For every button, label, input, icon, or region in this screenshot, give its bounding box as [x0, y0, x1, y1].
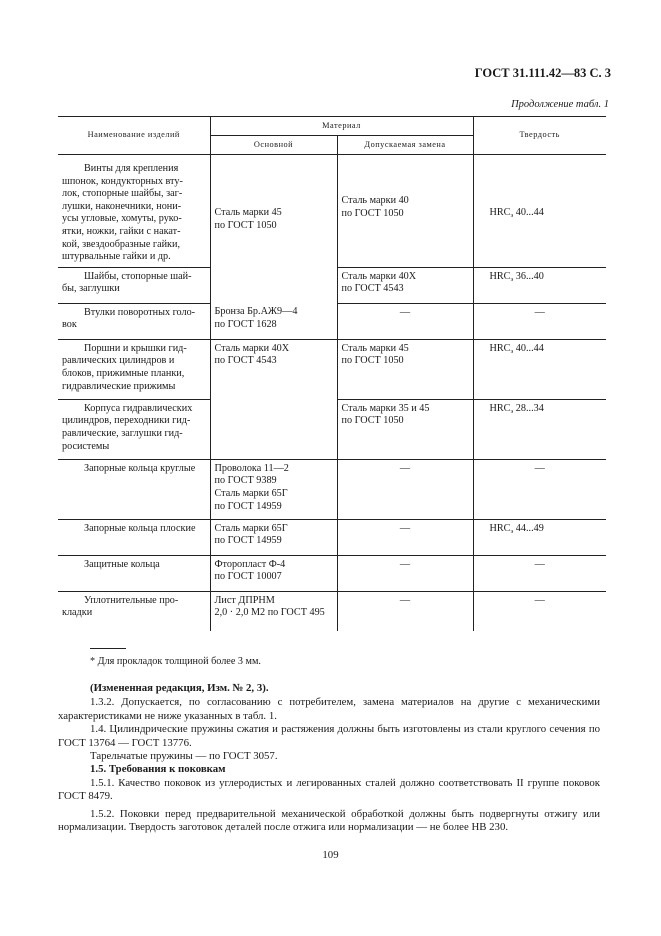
material-line: Бронза Бр.АЖ9—4	[214, 306, 298, 318]
paragraph: 1.5.1. Качество поковок из углеродистых и легированных сталей должно соответствовать II группе поковок ГОСТ 8479.	[58, 776, 600, 803]
alt-material: —	[337, 591, 473, 631]
table-row	[58, 339, 606, 399]
hrc-label: HRC	[489, 522, 511, 534]
product-name	[58, 339, 210, 399]
page-header: ГОСТ 31.111.42—83 С. 3	[474, 66, 611, 80]
name-line: шпонок, кондукторных вту-	[62, 175, 183, 187]
paragraph: Тарельчатые пружины — по ГОСТ 3057.	[90, 750, 278, 763]
material-line: по ГОСТ 10007	[214, 571, 282, 583]
name-line: кладки	[62, 607, 93, 619]
product-name	[58, 399, 210, 459]
hardness-range: 28...34	[515, 402, 544, 414]
table-row	[58, 555, 606, 591]
hardness-value	[473, 155, 606, 268]
table-row	[58, 519, 606, 555]
name-line: штурвальные гайки и др.	[62, 251, 171, 263]
col-header-hardness: Твердость	[473, 117, 606, 155]
main-material	[210, 591, 337, 631]
material-line: Лист ДПРНМ	[214, 594, 275, 606]
material-line: Фторопласт Ф-4	[214, 558, 286, 570]
main-material	[210, 155, 337, 304]
name-line: лушки, наконечники, нони-	[62, 200, 182, 212]
name-line: равлических цилиндров и	[62, 355, 175, 367]
name-line: блоков, прижимные планки,	[62, 367, 185, 379]
name-line: Защитные кольца	[84, 558, 160, 570]
main-material	[210, 555, 337, 591]
footnote: * Для прокладок толщиной более 3 мм.	[90, 656, 261, 667]
name-line: вок	[62, 319, 77, 331]
hardness-value: —	[473, 303, 606, 339]
paragraph: 1.5.2. Поковки перед предварительной механической обработкой должны быть подвергнуты отжигу или нормализации. Твердость заготовок деталей после отжига или нормализации — не более НВ 230.	[58, 807, 600, 834]
main-material	[210, 303, 337, 339]
material-line: по ГОСТ 1050	[214, 219, 277, 231]
material-line: по ГОСТ 14959	[214, 500, 282, 512]
main-material	[210, 459, 337, 519]
page-number: 109	[322, 849, 339, 861]
material-line: Сталь марки 65Г	[214, 487, 288, 499]
product-name	[58, 303, 210, 339]
material-line: Сталь марки 65Г	[214, 522, 288, 534]
material-line: по ГОСТ 9389	[214, 475, 277, 487]
hardness-value: —	[473, 459, 606, 519]
material-line: Проволока 11—2	[214, 462, 289, 474]
alt-material: —	[337, 555, 473, 591]
main-material	[210, 339, 337, 459]
material-line: Сталь марки 40Х	[341, 270, 417, 282]
material-line: Сталь марки 45	[341, 342, 409, 354]
product-name	[58, 459, 210, 519]
hardness-range: 40...44	[515, 342, 544, 354]
hrc-subscript: э	[510, 212, 514, 219]
hrc-subscript: э	[510, 347, 514, 355]
material-line: по ГОСТ 1050	[341, 415, 404, 427]
main-material	[210, 519, 337, 555]
alt-material	[337, 155, 473, 268]
material-line: по ГОСТ 1628	[214, 318, 277, 330]
material-line: Сталь марки 40Х	[214, 342, 290, 354]
material-line: Сталь марки 45	[214, 207, 282, 218]
col-header-main: Основной	[210, 136, 337, 155]
hrc-subscript: э	[510, 527, 514, 535]
name-line: кой, звездообразные гайки,	[62, 238, 180, 250]
hrc-label: HRC	[489, 342, 511, 354]
materials-table	[58, 116, 606, 631]
name-line: ятки, ножки, гайки с накат-	[62, 225, 181, 237]
name-line: бы, заглушки	[62, 283, 120, 295]
body-text	[58, 682, 600, 834]
name-line: усы угловые, хомуты, руко-	[62, 213, 182, 225]
col-header-name: Наименование изделий	[58, 117, 210, 155]
hrc-label: HRC	[489, 402, 511, 414]
hardness-value	[473, 519, 606, 555]
hrc-label: HRC	[489, 207, 511, 218]
material-line: по ГОСТ 4543	[214, 355, 277, 367]
hardness-range: 44...49	[515, 522, 544, 534]
table-row	[58, 459, 606, 519]
name-line: Втулки поворотных голо-	[84, 306, 196, 318]
paragraph: 1.4. Цилиндрические пружины сжатия и растяжения должны быть изготовлены из стали круглого сечения по ГОСТ 13764 — ГОСТ 13776.	[58, 723, 600, 749]
section-heading: 1.5. Требования к поковкам	[90, 763, 226, 776]
hardness-value	[473, 267, 606, 303]
material-line: по ГОСТ 4543	[341, 283, 404, 295]
alt-material: —	[337, 459, 473, 519]
material-line: Сталь марки 35 и 45	[341, 402, 430, 414]
product-name	[58, 591, 210, 631]
hardness-range: 40...44	[515, 207, 544, 218]
product-name	[58, 519, 210, 555]
alt-material: —	[337, 303, 473, 339]
name-line: цилиндров, переходники гид-	[62, 415, 191, 427]
name-line: росистемы	[62, 440, 110, 452]
alt-material: —	[337, 519, 473, 555]
name-line: равлические, заглушки гид-	[62, 427, 183, 439]
alt-material	[337, 399, 473, 459]
name-line: Поршни и крышки гид-	[84, 342, 187, 354]
product-name	[58, 155, 210, 268]
table-row	[58, 155, 606, 268]
table-row	[58, 303, 606, 339]
col-header-alt: Допускаемая замена	[337, 136, 473, 155]
table-row	[58, 591, 606, 631]
name-line: Запорные кольца круглые	[84, 462, 196, 474]
material-line: по ГОСТ 14959	[214, 535, 282, 547]
material-line: 2,0 · 2,0 М2 по ГОСТ 495	[214, 607, 325, 619]
hrc-subscript: э	[510, 407, 514, 415]
name-line: лок, стопорные шайбы, заг-	[62, 188, 183, 200]
hardness-value	[473, 339, 606, 399]
material-line: по ГОСТ 1050	[341, 207, 404, 219]
name-line: Уплотнительные про-	[84, 594, 179, 606]
alt-material	[337, 339, 473, 399]
name-line: Корпуса гидравлических	[84, 402, 193, 414]
hardness-value: —	[473, 591, 606, 631]
name-line: Винты для крепления	[84, 163, 179, 174]
material-line: Сталь марки 40	[341, 195, 409, 206]
hardness-range: 36...40	[515, 270, 544, 282]
hrc-subscript: э	[510, 275, 514, 283]
material-line: по ГОСТ 1050	[341, 355, 404, 367]
name-line: гидравлические прижимы	[62, 380, 176, 392]
hrc-label: HRC	[489, 270, 511, 282]
hardness-value	[473, 399, 606, 459]
paragraph: 1.3.2. Допускается, по согласованию с потребителем, замена материалов на другие с механическими характеристиками не ниже указанных в табл. 1.	[58, 696, 600, 722]
alt-material	[337, 267, 473, 303]
hardness-value: —	[473, 555, 606, 591]
amendment-note: (Измененная редакция, Изм. № 2, 3).	[90, 682, 269, 694]
table-continuation-label: Продолжение табл. 1	[511, 99, 609, 110]
product-name	[58, 267, 210, 303]
name-line: Шайбы, стопорные шай-	[84, 270, 192, 282]
name-line: Запорные кольца плоские	[84, 522, 196, 534]
col-header-material: Материал	[210, 117, 473, 136]
product-name	[58, 555, 210, 591]
footnote-divider	[90, 648, 126, 649]
